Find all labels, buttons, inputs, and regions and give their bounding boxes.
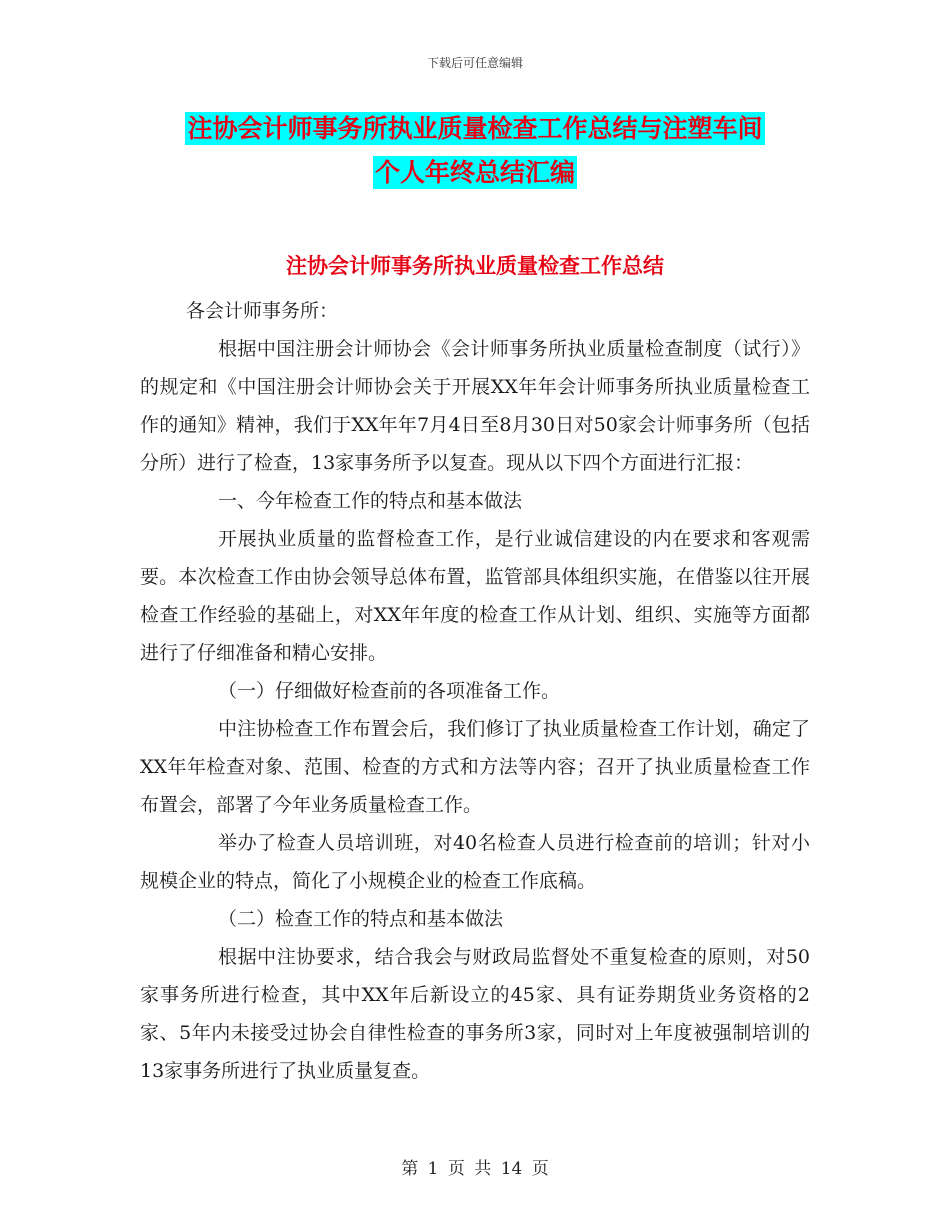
paragraph-training: 举办了检查人员培训班，对40名检查人员进行检查前的培训；针对小规模企业的特点，简化了小规模企业的检查工作底稿。	[140, 832, 810, 892]
document-body	[140, 292, 810, 1090]
title-highlight-2: 个人年终总结汇编	[374, 158, 575, 187]
document-title-line-2	[0, 156, 950, 190]
heading-preparation: （一）仔细做好检查前的各项准备工作。	[218, 680, 561, 702]
paragraph-requirements: 开展执业质量的监督检查工作，是行业诚信建设的内在要求和客观需要。本次检查工作由协会领导总体布置，监管部具体组织实施，在借鉴以往开展检查工作经验的基础上，对XX年年度的检查工作从计划、组织、实施等方面都进行了仔细准备和精心安排。	[140, 528, 810, 664]
section-title: 注协会计师事务所执业质量检查工作总结	[286, 254, 664, 278]
salutation: 各会计师事务所：	[186, 300, 339, 322]
paragraph-plan: 中注协检查工作布置会后，我们修订了执业质量检查工作计划，确定了XX年年检查对象、范围、检查的方式和方法等内容；召开了执业质量检查工作布置会，部署了今年业务质量检查工作。	[140, 718, 810, 816]
paragraph-intro: 根据中国注册会计师协会《会计师事务所执业质量检查制度（试行）》的规定和《中国注册会计师协会关于开展XX年年会计师事务所执业质量检查工作的通知》精神，我们于XX年年7月4日至8月30日对50家会计师事务所（包括分所）进行了检查，13家事务所予以复查。现从以下四个方面进行汇报：	[140, 338, 810, 474]
heading-part-one: 一、今年检查工作的特点和基本做法	[218, 490, 523, 512]
title-highlight-1: 注协会计师事务所执业质量检查工作总结与注塑车间	[187, 114, 763, 143]
paragraph-scope: 根据中注协要求，结合我会与财政局监督处不重复检查的原则，对50家事务所进行检查，其中XX年后新设立的45家、具有证券期货业务资格的2家、5年内未接受过协会自律性检查的事务所3家，同时对上年度被强制培训的13家事务所进行了执业质量复查。	[140, 946, 810, 1082]
heading-features: （二）检查工作的特点和基本做法	[218, 908, 504, 930]
document-title-line-1	[0, 112, 950, 146]
header-note: 下载后可任意编辑	[426, 56, 523, 70]
page-footer: 第 1 页 共 14 页	[401, 1159, 549, 1179]
